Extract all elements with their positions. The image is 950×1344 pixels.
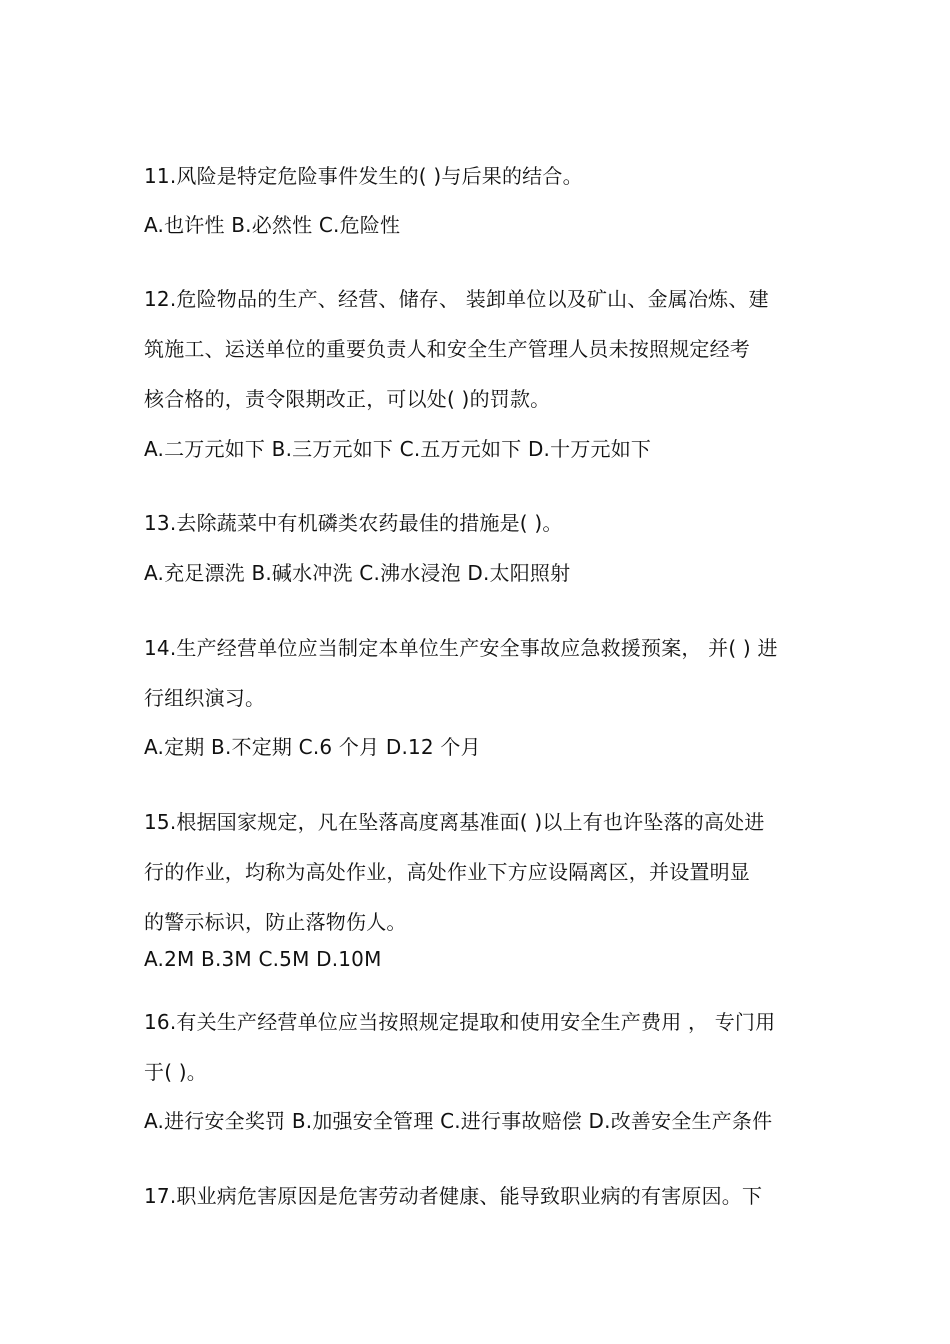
question-11-options: A.也许性 B.必然性 C.危险性 — [144, 213, 401, 237]
question-14-text-line-1: 14.生产经营单位应当制定本单位生产安全事故应急救援预案， 并( ) 进 — [144, 636, 778, 660]
question-15-text-line-2: 行的作业，均称为高处作业，高处作业下方应设隔离区，并设置明显 — [144, 860, 750, 884]
question-15-options: A.2M B.3M C.5M D.10M — [144, 947, 382, 971]
question-17-text-line-1: 17.职业病危害原因是危害劳动者健康、能导致职业病的有害原因。下 — [144, 1184, 763, 1208]
question-12-text-line-1: 12.危险物品的生产、经营、储存、 装卸单位以及矿山、金属冶炼、建 — [144, 287, 769, 311]
question-12-text-line-2: 筑施工、运送单位的重要负责人和安全生产管理人员未按照规定经考 — [144, 337, 750, 361]
question-14-text-line-2: 行组织演习。 — [144, 686, 266, 710]
question-13-text: 13.去除蔬菜中有机磷类农药最佳的措施是( )。 — [144, 511, 563, 535]
question-16-options: A.进行安全奖罚 B.加强安全管理 C.进行事故赔偿 D.改善安全生产条件 — [144, 1109, 773, 1133]
question-15-text-line-3: 的警示标识，防止落物伤人。 — [144, 910, 407, 934]
question-15-text-line-1: 15.根据国家规定，凡在坠落高度离基准面( )以上有也许坠落的高处进 — [144, 810, 765, 834]
question-12-options: A.二万元如下 B.三万元如下 C.五万元如下 D.十万元如下 — [144, 437, 652, 461]
question-14-options: A.定期 B.不定期 C.6 个月 D.12 个月 — [144, 735, 481, 759]
question-13-options: A.充足漂洗 B.碱水冲洗 C.沸水浸泡 D.太阳照射 — [144, 561, 571, 585]
question-16-text-line-1: 16.有关生产经营单位应当按照规定提取和使用安全生产费用 ， 专门用 — [144, 1010, 776, 1034]
question-12-text-line-3: 核合格的，责令限期改正，可以处( )的罚款。 — [144, 387, 551, 411]
question-16-text-line-2: 于( )。 — [144, 1060, 207, 1084]
question-11-text: 11.风险是特定危险事件发生的( )与后果的结合。 — [144, 164, 583, 188]
